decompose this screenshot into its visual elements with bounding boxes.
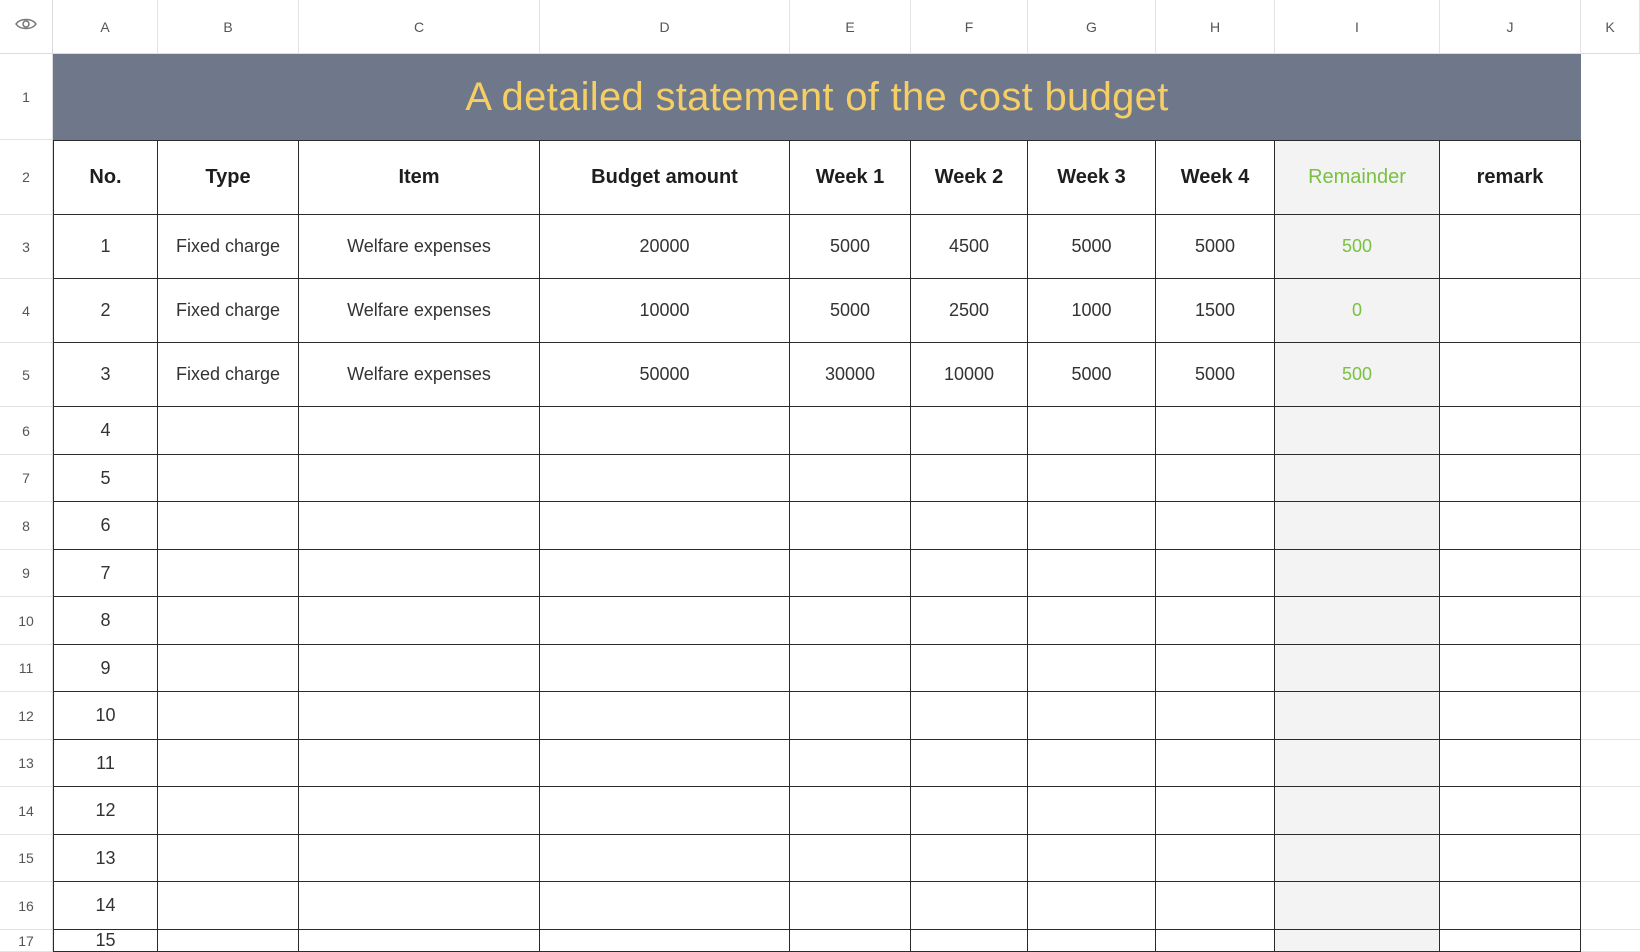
table-cell-d-9[interactable] [540, 550, 790, 597]
header-cell-week-1[interactable]: Week 1 [790, 140, 911, 215]
table-cell-d-8[interactable] [540, 502, 790, 550]
cell-k-4[interactable] [1581, 279, 1640, 343]
table-cell-j-8[interactable] [1440, 502, 1581, 550]
table-cell-c-12[interactable] [299, 692, 540, 740]
row-header-2[interactable]: 2 [0, 140, 53, 215]
row-header-4[interactable]: 4 [0, 279, 53, 343]
row-header-16[interactable]: 16 [0, 882, 53, 930]
table-cell-i-9[interactable] [1275, 550, 1440, 597]
table-cell-j-4[interactable] [1440, 279, 1581, 343]
column-header-k[interactable]: K [1581, 0, 1640, 54]
table-cell-f-16[interactable] [911, 882, 1028, 930]
cell-k-10[interactable] [1581, 597, 1640, 645]
table-cell-i-10[interactable] [1275, 597, 1440, 645]
cell-k-14[interactable] [1581, 787, 1640, 835]
header-cell-week-2[interactable]: Week 2 [911, 140, 1028, 215]
table-cell-e-5[interactable]: 30000 [790, 343, 911, 407]
column-header-d[interactable]: D [540, 0, 790, 54]
table-cell-i-6[interactable] [1275, 407, 1440, 455]
table-cell-a-4[interactable]: 2 [53, 279, 158, 343]
table-cell-g-16[interactable] [1028, 882, 1156, 930]
table-cell-d-12[interactable] [540, 692, 790, 740]
table-cell-f-6[interactable] [911, 407, 1028, 455]
table-cell-f-7[interactable] [911, 455, 1028, 502]
table-cell-e-8[interactable] [790, 502, 911, 550]
eye-icon[interactable] [15, 17, 37, 36]
table-cell-i-16[interactable] [1275, 882, 1440, 930]
table-cell-j-6[interactable] [1440, 407, 1581, 455]
table-cell-a-13[interactable]: 11 [53, 740, 158, 787]
table-cell-c-7[interactable] [299, 455, 540, 502]
table-cell-i-3[interactable]: 500 [1275, 215, 1440, 279]
select-all-corner[interactable] [0, 0, 53, 54]
table-cell-d-16[interactable] [540, 882, 790, 930]
table-cell-a-12[interactable]: 10 [53, 692, 158, 740]
cell-k-15[interactable] [1581, 835, 1640, 882]
table-cell-h-17[interactable] [1156, 930, 1275, 952]
table-cell-h-3[interactable]: 5000 [1156, 215, 1275, 279]
table-cell-c-13[interactable] [299, 740, 540, 787]
table-cell-b-6[interactable] [158, 407, 299, 455]
table-cell-e-13[interactable] [790, 740, 911, 787]
header-cell-type[interactable]: Type [158, 140, 299, 215]
row-header-11[interactable]: 11 [0, 645, 53, 692]
table-cell-i-8[interactable] [1275, 502, 1440, 550]
column-header-e[interactable]: E [790, 0, 911, 54]
table-cell-c-17[interactable] [299, 930, 540, 952]
table-cell-j-3[interactable] [1440, 215, 1581, 279]
table-cell-c-10[interactable] [299, 597, 540, 645]
row-header-17[interactable]: 17 [0, 930, 53, 952]
table-cell-i-17[interactable] [1275, 930, 1440, 952]
table-cell-a-5[interactable]: 3 [53, 343, 158, 407]
table-cell-j-9[interactable] [1440, 550, 1581, 597]
table-cell-a-7[interactable]: 5 [53, 455, 158, 502]
column-header-b[interactable]: B [158, 0, 299, 54]
table-cell-b-12[interactable] [158, 692, 299, 740]
table-cell-c-3[interactable]: Welfare expenses [299, 215, 540, 279]
table-cell-g-4[interactable]: 1000 [1028, 279, 1156, 343]
table-cell-c-8[interactable] [299, 502, 540, 550]
column-header-i[interactable]: I [1275, 0, 1440, 54]
table-cell-j-15[interactable] [1440, 835, 1581, 882]
table-cell-h-16[interactable] [1156, 882, 1275, 930]
table-cell-i-12[interactable] [1275, 692, 1440, 740]
table-cell-j-13[interactable] [1440, 740, 1581, 787]
table-cell-j-5[interactable] [1440, 343, 1581, 407]
table-cell-h-15[interactable] [1156, 835, 1275, 882]
table-cell-a-15[interactable]: 13 [53, 835, 158, 882]
table-cell-g-12[interactable] [1028, 692, 1156, 740]
table-cell-a-17[interactable]: 15 [53, 930, 158, 952]
header-cell-no[interactable]: No. [53, 140, 158, 215]
table-cell-d-15[interactable] [540, 835, 790, 882]
table-cell-f-5[interactable]: 10000 [911, 343, 1028, 407]
cell-k-9[interactable] [1581, 550, 1640, 597]
table-cell-e-11[interactable] [790, 645, 911, 692]
cell-k-5[interactable] [1581, 343, 1640, 407]
table-cell-h-11[interactable] [1156, 645, 1275, 692]
table-cell-b-4[interactable]: Fixed charge [158, 279, 299, 343]
table-cell-b-17[interactable] [158, 930, 299, 952]
row-header-3[interactable]: 3 [0, 215, 53, 279]
table-cell-a-9[interactable]: 7 [53, 550, 158, 597]
table-cell-g-10[interactable] [1028, 597, 1156, 645]
row-header-14[interactable]: 14 [0, 787, 53, 835]
table-cell-g-13[interactable] [1028, 740, 1156, 787]
header-cell-remainder[interactable]: Remainder [1275, 140, 1440, 215]
table-cell-e-3[interactable]: 5000 [790, 215, 911, 279]
table-cell-g-14[interactable] [1028, 787, 1156, 835]
table-cell-h-14[interactable] [1156, 787, 1275, 835]
table-cell-a-16[interactable]: 14 [53, 882, 158, 930]
table-cell-a-6[interactable]: 4 [53, 407, 158, 455]
cell-k-6[interactable] [1581, 407, 1640, 455]
table-cell-h-7[interactable] [1156, 455, 1275, 502]
table-cell-d-11[interactable] [540, 645, 790, 692]
table-cell-c-11[interactable] [299, 645, 540, 692]
table-cell-f-11[interactable] [911, 645, 1028, 692]
table-cell-b-15[interactable] [158, 835, 299, 882]
row-header-10[interactable]: 10 [0, 597, 53, 645]
row-header-6[interactable]: 6 [0, 407, 53, 455]
sheet-title[interactable]: A detailed statement of the cost budget [53, 54, 1581, 140]
table-cell-c-15[interactable] [299, 835, 540, 882]
table-cell-g-17[interactable] [1028, 930, 1156, 952]
table-cell-e-14[interactable] [790, 787, 911, 835]
header-cell-week-4[interactable]: Week 4 [1156, 140, 1275, 215]
table-cell-g-15[interactable] [1028, 835, 1156, 882]
table-cell-f-17[interactable] [911, 930, 1028, 952]
header-cell-week-3[interactable]: Week 3 [1028, 140, 1156, 215]
table-cell-e-17[interactable] [790, 930, 911, 952]
table-cell-i-14[interactable] [1275, 787, 1440, 835]
table-cell-d-13[interactable] [540, 740, 790, 787]
table-cell-d-6[interactable] [540, 407, 790, 455]
cell-k-11[interactable] [1581, 645, 1640, 692]
column-header-c[interactable]: C [299, 0, 540, 54]
table-cell-g-9[interactable] [1028, 550, 1156, 597]
row-header-5[interactable]: 5 [0, 343, 53, 407]
table-cell-h-5[interactable]: 5000 [1156, 343, 1275, 407]
table-cell-i-4[interactable]: 0 [1275, 279, 1440, 343]
table-cell-h-10[interactable] [1156, 597, 1275, 645]
table-cell-b-9[interactable] [158, 550, 299, 597]
table-cell-e-7[interactable] [790, 455, 911, 502]
table-cell-j-17[interactable] [1440, 930, 1581, 952]
table-cell-f-3[interactable]: 4500 [911, 215, 1028, 279]
row-header-1[interactable]: 1 [0, 54, 53, 140]
table-cell-i-5[interactable]: 500 [1275, 343, 1440, 407]
table-cell-j-12[interactable] [1440, 692, 1581, 740]
table-cell-b-3[interactable]: Fixed charge [158, 215, 299, 279]
table-cell-h-9[interactable] [1156, 550, 1275, 597]
table-cell-e-6[interactable] [790, 407, 911, 455]
row-header-12[interactable]: 12 [0, 692, 53, 740]
table-cell-d-14[interactable] [540, 787, 790, 835]
table-cell-c-5[interactable]: Welfare expenses [299, 343, 540, 407]
table-cell-j-10[interactable] [1440, 597, 1581, 645]
row-header-13[interactable]: 13 [0, 740, 53, 787]
column-header-j[interactable]: J [1440, 0, 1581, 54]
table-cell-b-11[interactable] [158, 645, 299, 692]
table-cell-b-8[interactable] [158, 502, 299, 550]
table-cell-f-14[interactable] [911, 787, 1028, 835]
column-header-g[interactable]: G [1028, 0, 1156, 54]
header-cell-remark[interactable]: remark [1440, 140, 1581, 215]
table-cell-j-16[interactable] [1440, 882, 1581, 930]
table-cell-i-11[interactable] [1275, 645, 1440, 692]
table-cell-i-15[interactable] [1275, 835, 1440, 882]
table-cell-a-10[interactable]: 8 [53, 597, 158, 645]
table-cell-e-12[interactable] [790, 692, 911, 740]
table-cell-d-10[interactable] [540, 597, 790, 645]
table-cell-c-16[interactable] [299, 882, 540, 930]
table-cell-g-11[interactable] [1028, 645, 1156, 692]
table-cell-f-15[interactable] [911, 835, 1028, 882]
table-cell-a-14[interactable]: 12 [53, 787, 158, 835]
table-cell-j-7[interactable] [1440, 455, 1581, 502]
table-cell-c-4[interactable]: Welfare expenses [299, 279, 540, 343]
table-cell-c-14[interactable] [299, 787, 540, 835]
column-header-a[interactable]: A [53, 0, 158, 54]
cell-k-17[interactable] [1581, 930, 1640, 952]
table-cell-g-3[interactable]: 5000 [1028, 215, 1156, 279]
table-cell-i-13[interactable] [1275, 740, 1440, 787]
table-cell-d-17[interactable] [540, 930, 790, 952]
row-header-15[interactable]: 15 [0, 835, 53, 882]
table-cell-h-8[interactable] [1156, 502, 1275, 550]
column-header-h[interactable]: H [1156, 0, 1275, 54]
table-cell-b-13[interactable] [158, 740, 299, 787]
table-cell-i-7[interactable] [1275, 455, 1440, 502]
table-cell-b-5[interactable]: Fixed charge [158, 343, 299, 407]
table-cell-d-4[interactable]: 10000 [540, 279, 790, 343]
table-cell-h-4[interactable]: 1500 [1156, 279, 1275, 343]
table-cell-j-11[interactable] [1440, 645, 1581, 692]
table-cell-g-7[interactable] [1028, 455, 1156, 502]
table-cell-b-10[interactable] [158, 597, 299, 645]
cell-k-8[interactable] [1581, 502, 1640, 550]
cell-k-16[interactable] [1581, 882, 1640, 930]
table-cell-h-12[interactable] [1156, 692, 1275, 740]
table-cell-h-6[interactable] [1156, 407, 1275, 455]
table-cell-b-16[interactable] [158, 882, 299, 930]
table-cell-e-9[interactable] [790, 550, 911, 597]
row-header-7[interactable]: 7 [0, 455, 53, 502]
table-cell-b-7[interactable] [158, 455, 299, 502]
cell-k-2[interactable] [1581, 140, 1640, 215]
table-cell-h-13[interactable] [1156, 740, 1275, 787]
row-header-8[interactable]: 8 [0, 502, 53, 550]
table-cell-j-14[interactable] [1440, 787, 1581, 835]
table-cell-e-15[interactable] [790, 835, 911, 882]
table-cell-g-6[interactable] [1028, 407, 1156, 455]
table-cell-f-12[interactable] [911, 692, 1028, 740]
header-cell-budget-amount[interactable]: Budget amount [540, 140, 790, 215]
table-cell-e-10[interactable] [790, 597, 911, 645]
cell-k-13[interactable] [1581, 740, 1640, 787]
table-cell-a-8[interactable]: 6 [53, 502, 158, 550]
table-cell-g-5[interactable]: 5000 [1028, 343, 1156, 407]
table-cell-c-6[interactable] [299, 407, 540, 455]
cell-k-7[interactable] [1581, 455, 1640, 502]
column-header-f[interactable]: F [911, 0, 1028, 54]
table-cell-f-8[interactable] [911, 502, 1028, 550]
row-header-9[interactable]: 9 [0, 550, 53, 597]
cell-k-3[interactable] [1581, 215, 1640, 279]
table-cell-f-4[interactable]: 2500 [911, 279, 1028, 343]
table-cell-e-4[interactable]: 5000 [790, 279, 911, 343]
table-cell-b-14[interactable] [158, 787, 299, 835]
table-cell-a-3[interactable]: 1 [53, 215, 158, 279]
table-cell-f-13[interactable] [911, 740, 1028, 787]
header-cell-item[interactable]: Item [299, 140, 540, 215]
table-cell-d-7[interactable] [540, 455, 790, 502]
table-cell-a-11[interactable]: 9 [53, 645, 158, 692]
table-cell-e-16[interactable] [790, 882, 911, 930]
table-cell-d-3[interactable]: 20000 [540, 215, 790, 279]
table-cell-g-8[interactable] [1028, 502, 1156, 550]
table-cell-f-9[interactable] [911, 550, 1028, 597]
table-cell-c-9[interactable] [299, 550, 540, 597]
table-cell-d-5[interactable]: 50000 [540, 343, 790, 407]
cell-k-12[interactable] [1581, 692, 1640, 740]
table-cell-f-10[interactable] [911, 597, 1028, 645]
